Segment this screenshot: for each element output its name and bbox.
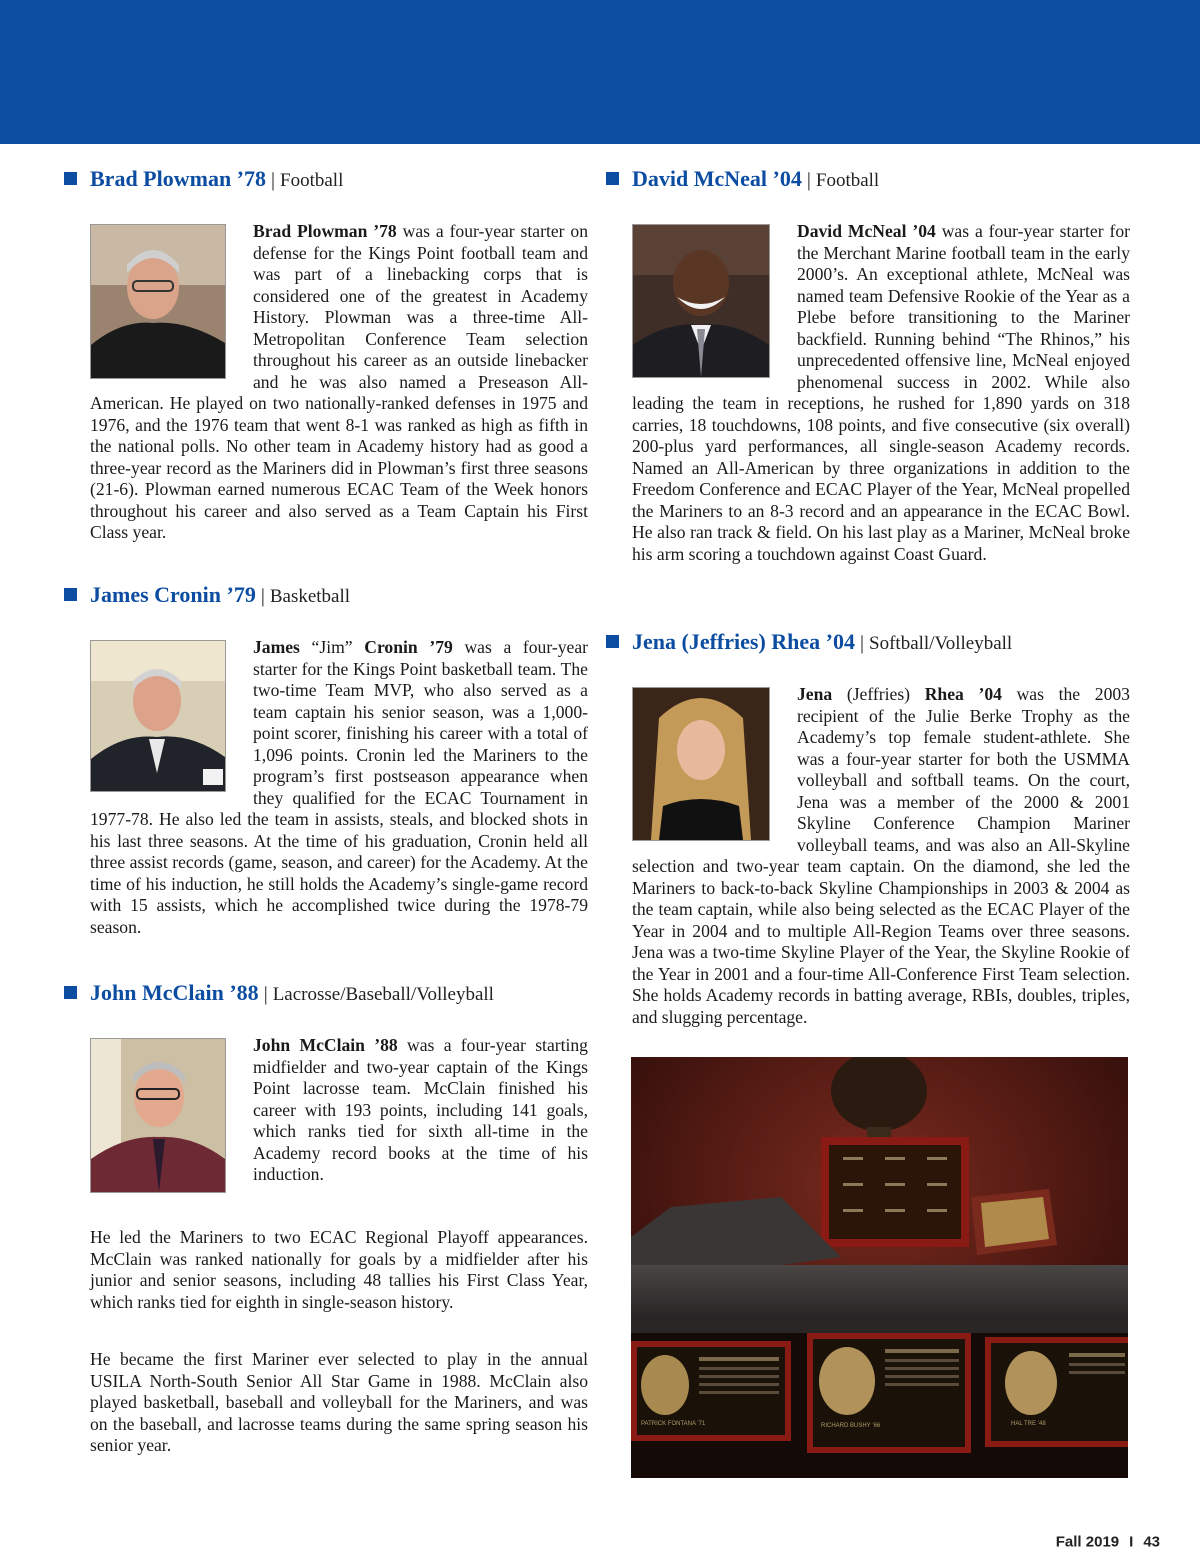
entry-heading: James Cronin ’79 | Basketball [64,580,562,610]
entry-cronin [90,580,588,938]
portrait-photo [90,224,226,379]
bullet-square-icon [606,635,619,648]
entry-mcneal [632,164,1130,565]
entry-body [632,684,1130,1028]
entry-body [90,1035,588,1186]
portrait-photo [632,224,770,378]
portrait-photo [632,687,770,841]
bullet-square-icon [64,986,77,999]
plaque-caption: PATRICK FONTANA ’71 [641,1421,706,1427]
inductee-name: David McNeal ’04 [632,166,802,191]
inductee-name: James Cronin ’79 [90,582,256,607]
inductee-sport: Football [815,170,880,191]
bio-text: was a four-year starter on defense for the Kings Point football team and was part of a linebacking corps that is considered one of the greatest in Academy History. Plowman was a three-time All-Metropolitan Conference Team selection throughout his career as an outside linebacker and he was also named a Preseason All-American. He played on two nationally-ranked defenses in 1975 and 1976, and the 1976 team that went 8-1 was ranked as high as fifth in the national polls. No other team in Academy history had as good a three-year record as the Mariners did in Plowman’s first three seasons (21-6). Plowman earned numerous ECAC Team of the Week honors throughout his career and also served as a Team Captain his First Class year. [90,221,588,542]
issue-label: Fall 2019 [1055,1533,1120,1551]
inductee-name: Jena (Jeffries) Rhea ’04 [632,629,855,654]
bio-text: was a four-year starting midfielder and two-year captain of the Kings Point lacrosse team. McClain finished his career with 193 points, including 141 goals, which ranks tied for sixth all-time in the Academy record books at the time of his induction. [253,1035,588,1184]
bullet-square-icon [64,172,77,185]
bio-text: was the 2003 recipient of the Julie Berke Trophy as the Academy’s top female student-athlete. She was a four-year starter for both the USMMA volleyball and softball teams. On the court, Jena was a member of the 2000 & 2001 Skyline Conference Champion Mariner volleyball teams, and was also an All-Skyline selection and two-year team captain. On the diamond, she led the Mariners to back-to-back Skyline Championships in 2003 & 2004 as the team captain, while also being selected as the ECAC Player of the Year in 2004 and to multiple All-Region Teams over three seasons. Jena was a two-time Skyline Player of the Year, the Skyline Rookie of the Year in 2001 and a four-time All-Conference First Team selection. She holds Academy records in batting average, RBIs, doubles, triples, and slugging percentage. [632,684,1130,1027]
lead-name: David McNeal ’04 [797,221,936,241]
inductee-sport: Basketball [269,586,351,607]
lead-name: Cronin ’79 [364,637,453,657]
lead-name: Rhea ’04 [924,684,1002,704]
lead-name: John McClain ’88 [253,1035,398,1055]
nickname: “Jim” [299,637,365,657]
hall-of-fame-display-photo [631,1057,1128,1478]
header-banner [0,0,1200,144]
inductee-sport: Softball/Volleyball [869,633,1013,654]
entry-mcclain [90,978,588,1197]
entry-plowman [90,164,588,544]
plaque-caption: HAL TRE ’48 [1011,1421,1046,1427]
bio-text: was a four-year starter for the Merchant Marine football team in the early 2000’s. An exceptional athlete, McNeal was named team Defensive Rookie of the Year as a Plebe before transitioning to the Mariner backfield. Running behind “The Rhinos,” his unprecedented offensive line, McNeal enjoyed phenomenal success in 2002. While also leading the team in receptions, he rushed for 1,890 yards on 318 carries, 18 touchdowns, 108 points, and five consecutive (six overall) 200-plus yard performances, all single-season Academy records. Named an All-American by three organizations in addition to the Freedom Conference and ECAC Player of the Year, McNeal propelled the Mariners to an 8-3 record and an appearance in the ECAC Bowl. He also ran track & field. On his last play as a Mariner, McNeal broke his arm scoring a touchdown against Coast Guard. [632,221,1130,564]
entry-heading: Brad Plowman ’78 | Football [64,164,562,194]
maiden-name: (Jeffries) [832,684,925,704]
lead-name: James [253,637,300,657]
inductee-sport: Lacrosse/Baseball/Volleyball [272,984,494,1005]
inductee-sport: Football [280,170,344,191]
entry-rhea [632,627,1130,1028]
lead-name: Jena [797,684,833,704]
lead-name: Brad Plowman ’78 [253,221,397,241]
entry-body [90,221,588,544]
entry-heading: John McClain ’88 | Lacrosse/Baseball/Volleyball [64,978,562,1008]
page-number: 43 [1143,1533,1160,1551]
entry-heading: Jena (Jeffries) Rhea ’04 | Softball/Volleyball [606,627,1104,657]
inductee-name: Brad Plowman ’78 [90,166,266,191]
bullet-square-icon [606,172,619,185]
plaque-caption: RICHARD BUSHY ’66 [821,1423,881,1429]
bullet-square-icon [64,588,77,601]
portrait-photo [90,1038,226,1193]
bio-text: was a four-year starter for the Kings Point basketball team. The two-time Team MVP, who also served as a team captain his senior season, was a 1,000-point scorer, finishing his career with a total of 1,096 points. Cronin led the Mariners to the program’s first postseason appearance when they qualified for the ECAC Tournament in 1977-78. He also led the team in assists, steals, and blocked shots in his last three seasons. At the time of his graduation, Cronin held all three assist records (game, season, and career) for the Academy. At the time of his induction, he still holds the Academy’s single-game record with 15 assists, which he accomplished twice during the 1978-79 season. [90,637,588,937]
mcclain-paragraph-2: He led the Mariners to two ECAC Regional Playoff appearances. McClain was ranked nationally for goals by a midfielder after his junior and senior seasons, including 48 tallies his First Class Year, which ranks tied for eighth in single-season history. [90,1227,588,1312]
inductee-name: John McClain ’88 [90,980,259,1005]
entry-body [632,221,1130,565]
footer-separator: I [1129,1533,1134,1551]
entry-body [90,637,588,938]
portrait-photo [90,640,226,792]
mcclain-paragraph-3: He became the first Mariner ever selected to play in the annual USILA North-South Senior All Star Game in 1988. McClain also played basketball, baseball and volleyball for the Mariners, and was on the baseball, and lacrosse teams during the same spring season his senior year. [90,1349,588,1455]
entry-heading: David McNeal ’04 | Football [606,164,1104,194]
page-footer [1056,1534,1160,1551]
